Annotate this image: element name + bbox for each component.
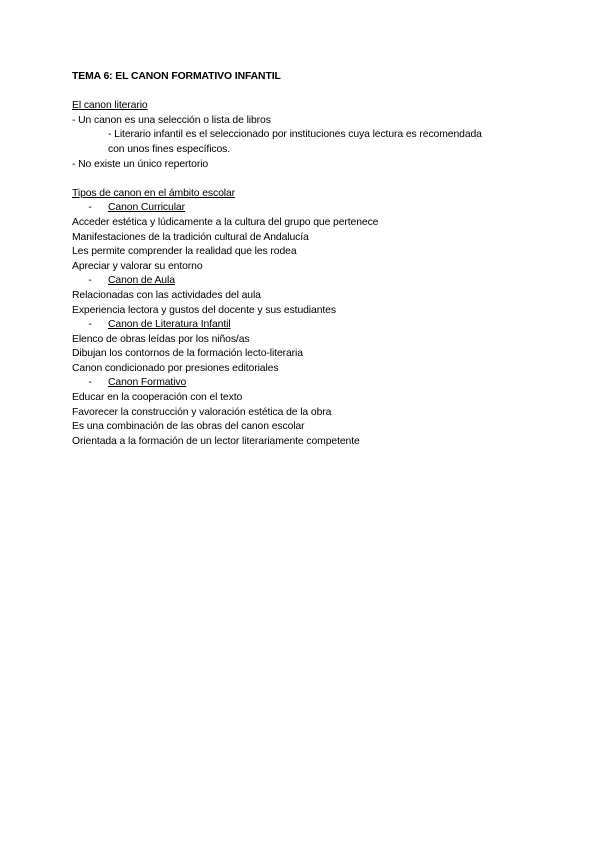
canon-type-item	[72, 376, 532, 391]
text-line: Dibujan los contornos de la formación lecto-literaria	[72, 348, 303, 360]
spacer	[72, 172, 532, 187]
canon-type-item	[72, 201, 532, 216]
canon-type-label: Canon de Literatura Infantil	[108, 319, 231, 331]
text-line: Orientada a la formación de un lector literariamente competente	[72, 435, 360, 447]
text-line: - Literario infantil es el seleccionado por instituciones cuya lectura es recomendada	[108, 129, 482, 141]
text-line: Experiencia lectora y gustos del docente y sus estudiantes	[72, 304, 336, 316]
text-line: Canon condicionado por presiones editoriales	[72, 362, 279, 374]
document-title: TEMA 6: EL CANON FORMATIVO INFANTIL	[72, 71, 281, 82]
text-line: - No existe un único repertorio	[72, 158, 209, 170]
text-line: Acceder estética y lúdicamente a la cultura del grupo que pertenece	[72, 216, 379, 228]
section-heading-canon-literario: El canon literario	[72, 100, 148, 112]
text-line: Educar en la cooperación con el texto	[72, 392, 243, 404]
indented-paragraph	[72, 128, 532, 157]
document-body	[72, 70, 532, 449]
dash-bullet: -	[88, 319, 92, 331]
section-heading-tipos-de-canon: Tipos de canon en el ámbito escolar	[72, 187, 236, 199]
canon-type-item	[72, 274, 532, 289]
dash-bullet: -	[88, 377, 92, 389]
text-line: - Un canon es una selección o lista de libros	[72, 114, 271, 126]
dash-bullet: -	[88, 275, 92, 287]
text-line: Favorecer la construcción y valoración estética de la obra	[72, 406, 332, 418]
text-line: Relacionadas con las actividades del aula	[72, 289, 261, 301]
canon-type-label: Canon Curricular	[108, 202, 185, 214]
text-line: con unos fines específicos.	[108, 143, 231, 155]
text-line: Les permite comprender la realidad que les rodea	[72, 246, 297, 258]
canon-type-item	[72, 318, 532, 333]
canon-type-label: Canon de Aula	[108, 275, 175, 287]
text-line: Manifestaciones de la tradición cultural de Andalucía	[72, 231, 309, 243]
text-line: Apreciar y valorar su entorno	[72, 260, 203, 272]
canon-type-label: Canon Formativo	[108, 377, 187, 389]
spacer	[72, 85, 532, 100]
text-line: Elenco de obras leídas por los niños/as	[72, 333, 250, 345]
text-line: Es una combinación de las obras del canon escolar	[72, 421, 305, 433]
dash-bullet: -	[88, 202, 92, 214]
